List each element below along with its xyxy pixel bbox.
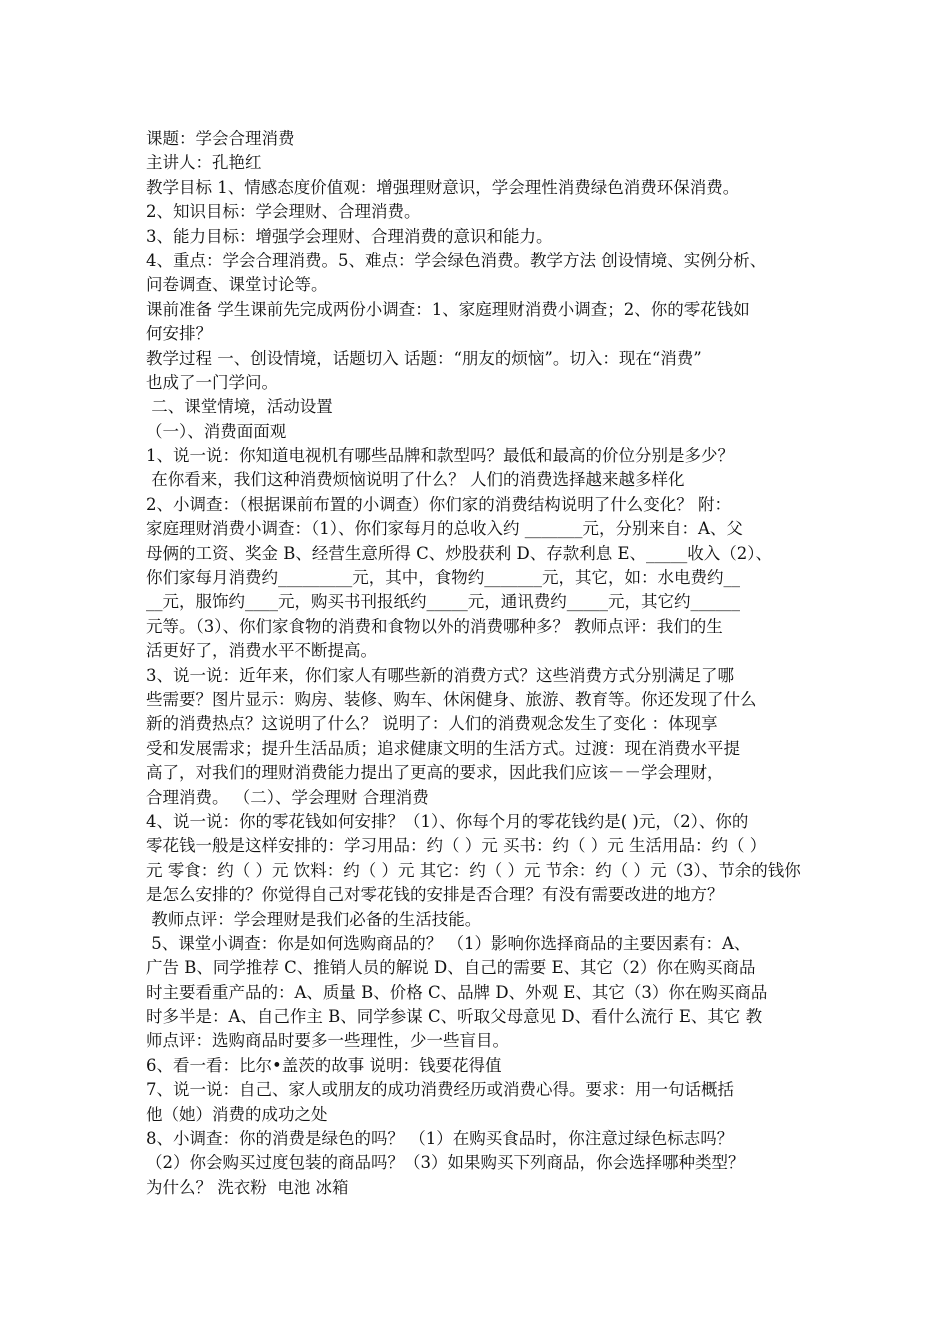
text-line: 是怎么安排的？你觉得自己对零花钱的安排是否合理？有没有需要改进的地方？ xyxy=(146,885,724,905)
section-heading: 二、课堂情境，活动设置 xyxy=(146,397,333,417)
text-line: 教师点评：学会理财是我们必备的生活技能。 xyxy=(146,909,482,929)
text-line: 元 零食：约（ ）元 饮料：约（ ）元 其它：约（ ）元 节余：约（ ）元（3）、节余的钱你 xyxy=(146,860,801,880)
text-line: 零花钱一般是这样安排的：学习用品：约（ ）元 买书：约（ ）元 生活用品：约（ ） xyxy=(146,836,767,856)
text-line: 你们家每月消费约_________元，其中，食物约_______元，其它，如：水电费约__ xyxy=(146,568,740,588)
text-line: 合理消费。 （二）、学会理财 合理消费 xyxy=(146,787,429,807)
text-line: 师点评：选购商品时要多一些理性，少一些盲目。 xyxy=(146,1031,509,1051)
text-line: 问卷调查、课堂讨论等。 xyxy=(146,275,328,295)
text-line: 2、知识目标：学会理财、合理消费。 xyxy=(146,202,421,222)
lecturer-line: 主讲人：孔艳红 xyxy=(146,153,262,173)
document-body xyxy=(146,127,826,1200)
text-line: 受和发展需求；提升生活品质；追求健康文明的生活方式。过渡：现在消费水平提 xyxy=(146,738,740,758)
text-line: 在你看来，我们这种消费烦恼说明了什么？ 人们的消费选择越来越多样化 xyxy=(146,470,685,490)
text-line: 家庭理财消费小调查：（1）、你们家每月的总收入约 _______元，分别来自：A、父 xyxy=(146,519,743,539)
text-line: 元等。（3）、你们家食物的消费和食物以外的消费哪种多？ 教师点评：我们的生 xyxy=(146,616,723,636)
text-line: 课前准备 学生课前先完成两份小调查：1、家庭理财消费小调查；2、你的零花钱如 xyxy=(146,299,750,319)
text-line: 母俩的工资、奖金 B、经营生意所得 C、炒股获利 D、存款利息 E、_____收入（2）、 xyxy=(146,543,773,563)
text-line: 2、小调查：（根据课前布置的小调查）你们家的消费结构说明了什么变化？ 附： xyxy=(146,494,731,514)
text-line: 8、小调查：你的消费是绿色的吗？ （1）在购买食品时，你注意过绿色标志吗？ xyxy=(146,1129,734,1149)
text-line: 为什么？ 洗衣粉 电池 冰箱 xyxy=(146,1177,349,1197)
text-line: 教学过程 一、创设情境，话题切入 话题：“朋友的烦恼”。切入：现在“消费” xyxy=(146,348,702,368)
text-line: 活更好了，消费水平不断提高。 xyxy=(146,641,377,661)
text-line: 时多半是：A、自己作主 B、同学参谋 C、听取父母意见 D、看什么流行 E、其它 教 xyxy=(146,1007,763,1027)
text-line: 7、说一说：自己、家人或朋友的成功消费经历或消费心得。要求：用一句话概括 xyxy=(146,1080,734,1100)
text-line: 广告 B、同学推荐 C、推销人员的解说 D、自己的需要 E、其它（2）你在购买商品 xyxy=(146,958,756,978)
text-line: 6、看一看：比尔•盖茨的故事 说明：钱要花得值 xyxy=(146,1055,502,1075)
text-line: 1、说一说：你知道电视机有哪些品牌和款型吗？最低和最高的价位分别是多少？ xyxy=(146,446,734,466)
text-line: 5、课堂小调查：你是如何选购商品的？ （1）影响你选择商品的主要因素有：A、 xyxy=(146,933,751,953)
text-line: （2）你会购买过度包装的商品吗？（3）如果购买下列商品，你会选择哪种类型？ xyxy=(146,1153,745,1173)
text-line: 3、说一说：近年来，你们家人有哪些新的消费方式？这些消费方式分别满足了哪 xyxy=(146,665,734,685)
text-line: 新的消费热点？这说明了什么？ 说明了：人们的消费观念发生了变化 ：体现享 xyxy=(146,714,718,734)
text-line: 时主要看重产品的：A、质量 B、价格 C、品牌 D、外观 E、其它（3）你在购买商品 xyxy=(146,982,768,1002)
text-line: 也成了一门学问。 xyxy=(146,372,278,392)
subsection-heading: （一）、消费面面观 xyxy=(146,421,287,441)
text-line: __元，服饰约____元，购买书刊报纸约_____元，通讯费约_____元，其它约______ xyxy=(146,592,740,612)
text-line: 教学目标 1、情感态度价值观：增强理财意识，学会理性消费绿色消费环保消费。 xyxy=(146,177,740,197)
lesson-title: 课题：学会合理消费 xyxy=(146,129,295,148)
text-line: 他（她）消费的成功之处 xyxy=(146,1104,328,1124)
text-line: 4、说一说：你的零花钱如何安排？（1）、你每个月的零花钱约是( )元，（2）、你的 xyxy=(146,811,749,831)
text-line: 些需要？图片显示：购房、装修、购车、休闲健身、旅游、教育等。你还发现了什么 xyxy=(146,689,757,709)
text-line: 高了，对我们的理财消费能力提出了更高的要求，因此我们应该－－学会理财， xyxy=(146,763,724,783)
text-line: 4、重点：学会合理消费。5、难点：学会绿色消费。教学方法 创设情境、实例分析、 xyxy=(146,250,767,270)
text-line: 3、能力目标：增强学会理财、合理消费的意识和能力。 xyxy=(146,226,553,246)
text-line: 何安排？ xyxy=(146,324,212,344)
